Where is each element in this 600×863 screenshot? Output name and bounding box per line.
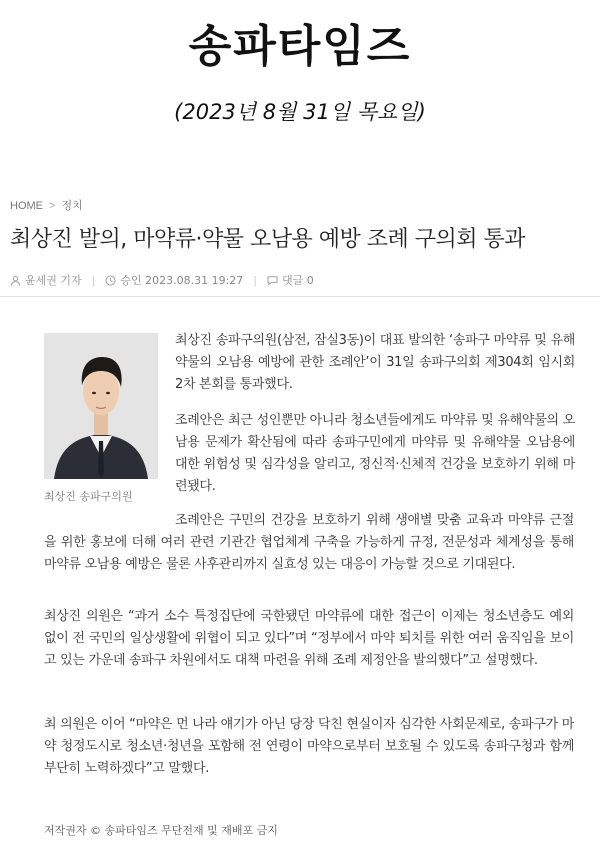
publication-date: (2023년 8월 31일 목요일) bbox=[174, 100, 426, 124]
breadcrumb-section[interactable]: 정치 bbox=[61, 200, 83, 212]
approval-time: 승인 2023.08.31 19:27 bbox=[120, 274, 244, 287]
copyright-notice: 저작권자 © 송파타임즈 무단전재 및 재배포 금지 bbox=[44, 824, 278, 837]
article-headline: 최상진 발의, 마약류·약물 오남용 예방 조례 구의회 통과 bbox=[10, 227, 525, 252]
article-meta: 윤세권 기자 | 승인 2023.08.31 19:27 | 댓글 0 bbox=[10, 272, 314, 288]
article-paragraph: 최상진 송파구의원(삼전, 잠실3동)이 대표 발의한 ‘송파구 마약류 및 유해약물의 오남용 예방에 관한 조례안’이 31일 송파구의회 제304회 임시회 2차 본회를 통과했다. bbox=[175, 333, 575, 392]
chevron-right-icon: > bbox=[49, 200, 56, 212]
article-paragraph: 최상진 의원은 “과거 소수 특정집단에 국한됐던 마약류에 대한 접근이 이제는 청소년층도 예외 없이 전 국민의 일상생활에 위협이 되고 있다”며 “정부에서 마약 퇴치를 위한 여러 움직임을 보이고 있는 가운데 송파구 차원에서도 대책 마련을 위해 조례 제정안을 발의했다”고 설명했다. bbox=[44, 609, 574, 668]
photo-caption: 최상진 송파구의원 bbox=[44, 490, 133, 503]
divider bbox=[0, 296, 600, 297]
author-name[interactable]: 윤세권 기자 bbox=[25, 274, 82, 287]
breadcrumb bbox=[10, 197, 83, 213]
comment-icon bbox=[267, 275, 278, 286]
breadcrumb-home[interactable]: HOME bbox=[10, 200, 43, 212]
newspaper-masthead: 송파타임즈 bbox=[188, 21, 412, 72]
article-paragraph: 조례안은 구민의 건강을 보호하기 위해 생애별 맞춤 교육과 마약류 근절을 위한 홍보에 더해 여러 관련 기관간 협업체계 구축을 가능하게 규정, 전문성과 체계성을 통해 마약류 오남용 예방은 물론 사후관리까지 실효성 있는 대응이 가능할 것으로 기대된다. bbox=[44, 513, 574, 572]
councilor-photo bbox=[44, 333, 158, 479]
person-icon bbox=[10, 275, 21, 286]
article-paragraph: 최 의원은 이어 “마약은 먼 나라 얘기가 아닌 당장 닥친 현실이자 심각한 사회문제로, 송파구가 마약 청정도시로 청소년·청년을 포함해 전 연령이 마약으로부터 보호될 수 있도록 송파구청과 함께 부단히 노력하겠다”고 말했다. bbox=[44, 717, 574, 776]
clock-icon bbox=[105, 275, 116, 286]
comment-count[interactable]: 댓글 0 bbox=[282, 274, 314, 287]
article-paragraph: 조례안은 최근 성인뿐만 아니라 청소년들에게도 마약류 및 유해약물의 오남용 문제가 확산됨에 따라 송파구민에게 마약류 및 유해약물 오남용에 대한 위험성 및 심각성을 알리고, 정신적·신체적 건강을 보호하기 위해 마련됐다. bbox=[175, 413, 575, 494]
